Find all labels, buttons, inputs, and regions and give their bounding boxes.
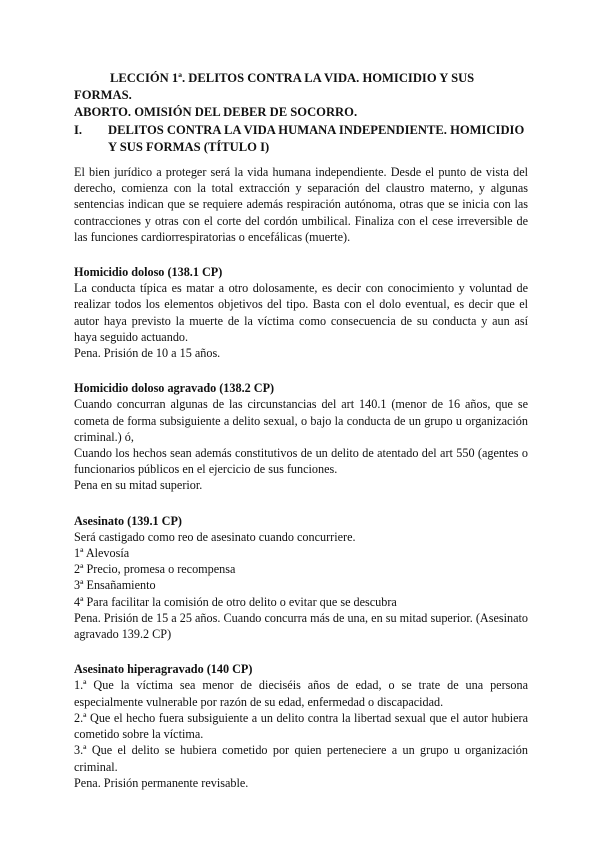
- asesinato-hiperagravado-heading: Asesinato hiperagravado (140 CP): [74, 662, 253, 677]
- homicidio-agravado-heading: Homicidio doloso agravado (138.2 CP): [74, 381, 275, 396]
- lesson-title: [74, 70, 534, 121]
- homicidio-doloso-section: [74, 264, 528, 361]
- asesinato-hiperagravado-item: 1.ª Que la víctima sea menor de dieciséis años de edad, o se trate de una persona especialmente vulnerable por razón de su edad, enfermedad o discapacidad.: [74, 678, 528, 709]
- asesinato-hiperagravado-item: 3.ª Que el delito se hubiera cometido por quien perteneciere a un grupo u organización criminal.: [74, 743, 528, 774]
- asesinato-section: [74, 513, 528, 643]
- homicidio-agravado-section: [74, 380, 528, 493]
- asesinato-item: 1ª Alevosía: [74, 546, 130, 561]
- asesinato-hiperagravado-section: [74, 661, 528, 791]
- homicidio-doloso-pena: Pena. Prisión de 10 a 15 años.: [74, 346, 221, 361]
- homicidio-agravado-text-2: Cuando los hechos sean además constitutivos de un delito de atentado del art 550 (agentes o funcionarios públicos en el ejercicio de sus funciones.: [74, 446, 528, 477]
- homicidio-agravado-text-1: Cuando concurran algunas de las circunstancias del art 140.1 (menor de 16 años, que se cometa de forma subsiguiente a delito sexual, o bajo la conducta de un grupo u organización criminal.) ó,: [74, 397, 528, 444]
- intro-paragraph: El bien jurídico a proteger será la vida humana independiente. Desde el punto de vista del derecho, comienza con la total extracción y separación del claustro materno, y algunas sentencias indican que se requiere además respiración autónoma, otras que se inicia con las contracciones y otras con el corte del cordón umbilical. Finaliza con el cese irreversible de las funciones cardiorrespiratorias o encefálicas (muerte).: [74, 165, 528, 244]
- asesinato-item: 4ª Para facilitar la comisión de otro delito o evitar que se descubra: [74, 594, 397, 609]
- homicidio-doloso-heading: Homicidio doloso (138.1 CP): [74, 265, 223, 280]
- document-body: [74, 164, 528, 810]
- lesson-title-line-1: LECCIÓN 1ª. DELITOS CONTRA LA VIDA. HOMICIDIO Y SUS FORMAS.: [74, 71, 475, 102]
- asesinato-pena: Pena. Prisión de 15 a 25 años. Cuando concurra más de una, en su mitad superior. (Asesinato agravado 139.2 CP): [74, 610, 528, 642]
- section-heading-text: DELITOS CONTRA LA VIDA HUMANA INDEPENDIENTE. HOMICIDIO Y SUS FORMAS (TÍTULO I): [108, 123, 525, 154]
- asesinato-hiperagravado-item: 2.ª Que el hecho fuera subsiguiente a un delito contra la libertad sexual que el autor hubiera cometido sobre la víctima.: [74, 710, 528, 742]
- asesinato-hiperagravado-pena: Pena. Prisión permanente revisable.: [74, 775, 249, 790]
- asesinato-item: 2ª Precio, promesa o recompensa: [74, 562, 236, 577]
- homicidio-agravado-pena: Pena en su mitad superior.: [74, 478, 203, 493]
- asesinato-intro: Será castigado como reo de asesinato cuando concurriere.: [74, 529, 356, 544]
- asesinato-heading: Asesinato (139.1 CP): [74, 513, 182, 528]
- section-heading: [74, 122, 534, 156]
- homicidio-doloso-text: La conducta típica es matar a otro dolosamente, es decir con conocimiento y voluntad de realizar todos los elementos objetivos del tipo. Basta con el dolo eventual, es decir que el autor haya previsto la muerte de la víctima como consecuencia de su conducta y aun así haya seguido actuando.: [74, 281, 528, 344]
- section-number: I.: [74, 123, 83, 137]
- asesinato-item: 3ª Ensañamiento: [74, 578, 156, 593]
- lesson-title-line-2: ABORTO. OMISIÓN DEL DEBER DE SOCORRO.: [74, 105, 358, 119]
